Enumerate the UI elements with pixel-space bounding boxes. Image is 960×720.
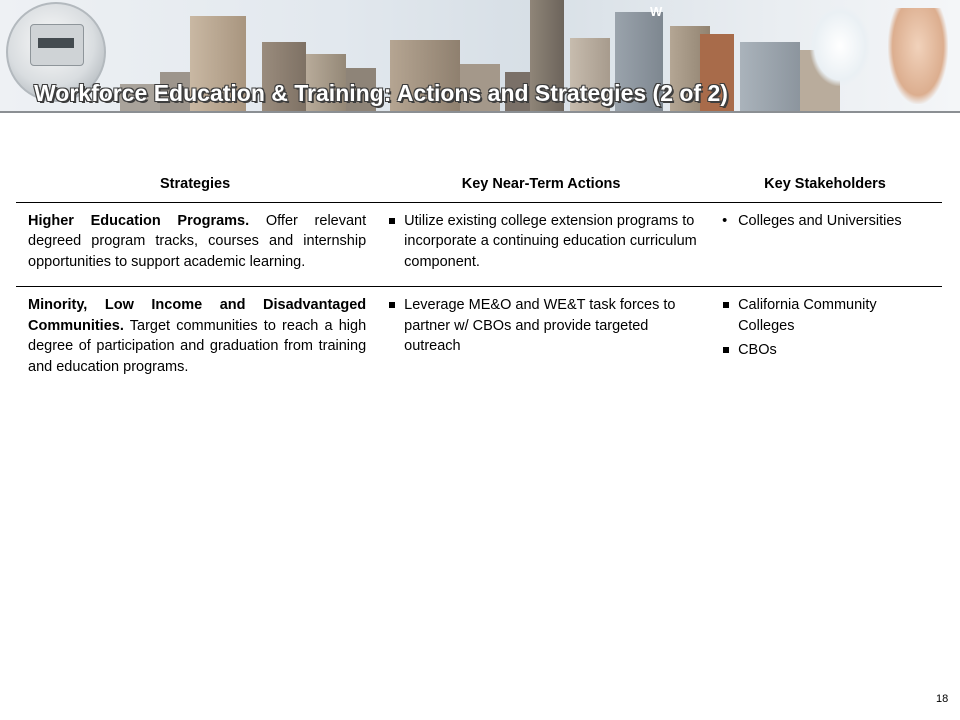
square-bullet-icon bbox=[389, 302, 395, 308]
list-item bbox=[720, 340, 934, 361]
square-bullet-icon bbox=[723, 347, 729, 353]
stakeholder-text: Colleges and Universities bbox=[738, 212, 902, 229]
strategy-title: Minority, Low Income and Disadvantaged Communities. bbox=[28, 297, 367, 334]
action-text: Utilize existing college extension programs to incorporate a continuing education curriculum component. bbox=[404, 212, 697, 270]
square-bullet-icon bbox=[389, 218, 395, 224]
column-header-actions: Key Near-Term Actions bbox=[374, 170, 708, 202]
table-header-row bbox=[16, 170, 942, 202]
strategy-description: Target communities to reach a high degree of participation and graduation from training and education programs. bbox=[28, 317, 367, 375]
list-item bbox=[386, 211, 700, 273]
list-item bbox=[386, 295, 700, 357]
column-header-strategies: Strategies bbox=[16, 170, 374, 202]
strategy-description: Offer relevant degreed program tracks, courses and internship opportunities to support academic learning. bbox=[28, 212, 367, 270]
table-row bbox=[16, 287, 942, 388]
action-text: Leverage ME&O and WE&T task forces to partner w/ CBOs and provide targeted outreach bbox=[404, 297, 676, 354]
strategy-title: Higher Education Programs. bbox=[28, 212, 250, 229]
stakeholders-cell bbox=[708, 287, 942, 388]
stakeholder-text: CBOs bbox=[738, 342, 777, 358]
stakeholder-text: California Community Colleges bbox=[738, 297, 877, 334]
page-title: Workforce Education & Training: Actions and Strategies (2 of 2) bbox=[34, 80, 728, 106]
strategy-cell bbox=[16, 287, 374, 388]
round-bullet-icon: • bbox=[722, 212, 728, 229]
table-row bbox=[16, 202, 942, 287]
actions-cell bbox=[374, 202, 708, 287]
hand-image bbox=[888, 8, 948, 104]
list-item bbox=[720, 211, 934, 232]
actions-cell bbox=[374, 287, 708, 388]
strategies-table bbox=[16, 170, 942, 387]
light-bulb-icon bbox=[810, 6, 870, 86]
column-header-stakeholders: Key Stakeholders bbox=[708, 170, 942, 202]
list-item bbox=[720, 295, 934, 336]
square-bullet-icon bbox=[723, 302, 729, 308]
stakeholders-cell bbox=[708, 202, 942, 287]
header-divider bbox=[0, 111, 960, 113]
page-number: 18 bbox=[936, 693, 949, 705]
strategy-cell bbox=[16, 202, 374, 287]
banner-letter: W bbox=[650, 4, 663, 19]
header-banner bbox=[0, 0, 960, 112]
